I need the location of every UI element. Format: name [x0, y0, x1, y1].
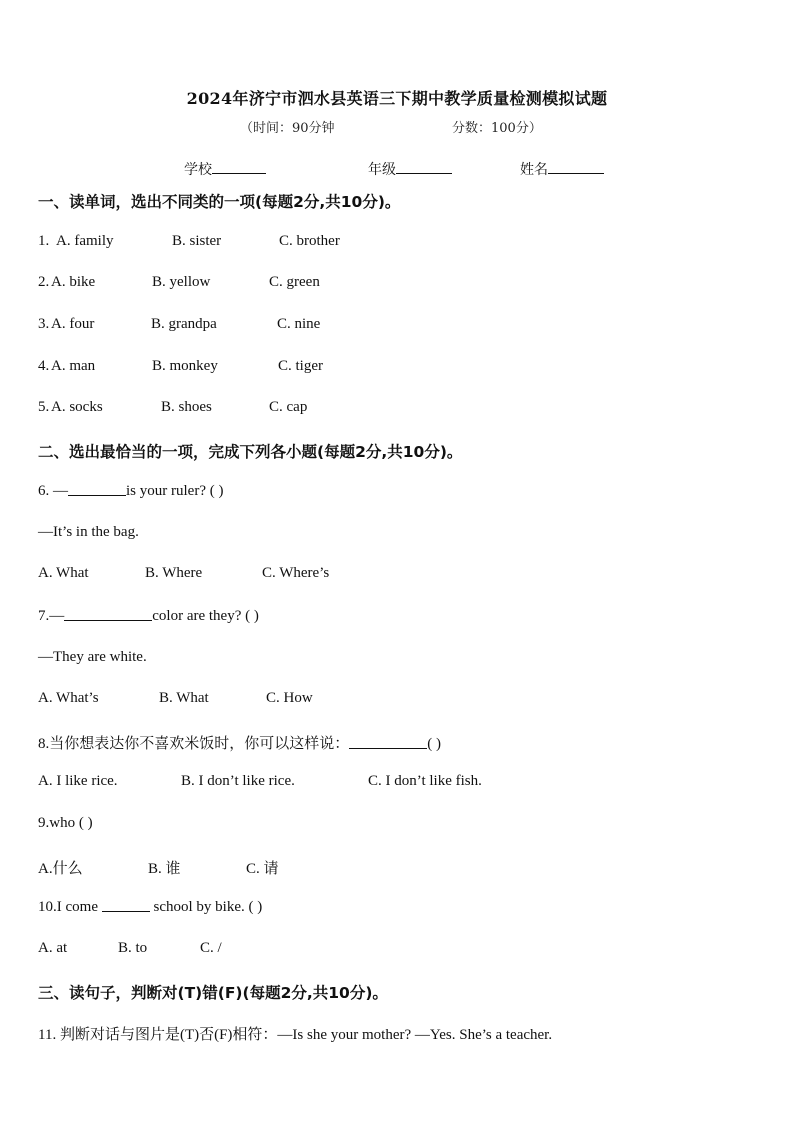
section-1-title: 一、读单词，选出不同类的一项(每题2分,共10分)。 — [38, 193, 401, 211]
exam-time: （时间：90分钟 — [240, 121, 335, 136]
grade-blank[interactable] — [396, 159, 452, 174]
q10-option-a[interactable]: A. at — [38, 940, 68, 956]
q3-option-b[interactable]: B. grandpa — [151, 316, 217, 332]
q5-number: 5. — [38, 399, 50, 415]
grade-label: 年级 — [368, 162, 396, 178]
question-8 — [38, 732, 441, 753]
q10-stem: school by bike. ( ) — [153, 899, 263, 915]
q9-option-b[interactable]: B. 谁 — [148, 861, 181, 877]
q7-answer-line: —They are white. — [38, 649, 147, 665]
q7-prefix: 7.— — [38, 608, 65, 624]
q7-option-a[interactable]: A. What’s — [38, 690, 99, 706]
q8-option-b[interactable]: B. I don’t like rice. — [181, 773, 295, 789]
q6-answer-line: —It’s in the bag. — [38, 524, 139, 540]
q4-option-b[interactable]: B. monkey — [152, 358, 218, 374]
question-11: 11. 判断对话与图片是(T)否(F)相符：—Is she your mother? —Yes. She’s a teacher. — [38, 1027, 553, 1043]
q10-blank[interactable] — [102, 898, 150, 912]
q8-stem: ( ) — [427, 736, 442, 752]
q5-option-c[interactable]: C. cap — [269, 399, 308, 415]
question-9: 9.who ( ) — [38, 815, 93, 831]
q10-option-b[interactable]: B. to — [118, 940, 148, 956]
name-blank[interactable] — [548, 159, 604, 174]
q2-option-a[interactable]: A. bike — [51, 274, 96, 290]
q6-option-c[interactable]: C. Where’s — [262, 565, 330, 581]
q7-blank[interactable] — [64, 607, 152, 621]
exam-score: 分数：100分） — [452, 121, 542, 136]
q3-option-a[interactable]: A. four — [51, 316, 95, 332]
question-10 — [38, 898, 262, 916]
q7-stem: color are they? ( ) — [152, 608, 259, 624]
q7-option-b[interactable]: B. What — [159, 690, 209, 706]
q5-option-b[interactable]: B. shoes — [161, 399, 212, 415]
q7-option-c[interactable]: C. How — [266, 690, 313, 706]
question-7 — [38, 607, 259, 625]
section-2-title: 二、选出最恰当的一项，完成下列各小题(每题2分,共10分)。 — [38, 443, 463, 461]
q10-prefix: 10.I come — [38, 899, 98, 915]
q6-option-a[interactable]: A. What — [38, 565, 89, 581]
q5-option-a[interactable]: A. socks — [51, 399, 103, 415]
q9-option-a[interactable]: A.什么 — [38, 861, 83, 877]
q6-prefix: 6. — — [38, 483, 68, 499]
q1-option-a[interactable]: A. family — [56, 233, 114, 249]
question-6 — [38, 482, 223, 500]
section-3-title: 三、读句子，判断对(T)错(F)(每题2分,共10分)。 — [38, 984, 388, 1002]
q8-option-c[interactable]: C. I don’t like fish. — [368, 773, 482, 789]
q8-option-a[interactable]: A. I like rice. — [38, 773, 118, 789]
name-field — [520, 159, 548, 179]
school-label: 学校 — [184, 162, 212, 178]
name-label: 姓名 — [520, 162, 548, 178]
q3-number: 3. — [38, 316, 50, 332]
q1-option-b[interactable]: B. sister — [172, 233, 222, 249]
q6-stem: is your ruler? ( ) — [126, 483, 224, 499]
q8-prefix: 8.当你想表达你不喜欢米饭时，你可以这样说： — [38, 736, 350, 752]
q2-option-c[interactable]: C. green — [269, 274, 320, 290]
q3-option-c[interactable]: C. nine — [277, 316, 321, 332]
q2-option-b[interactable]: B. yellow — [152, 274, 211, 290]
q8-blank[interactable] — [349, 735, 427, 749]
q4-option-c[interactable]: C. tiger — [278, 358, 323, 374]
exam-title: 2024年济宁市泗水县英语三下期中教学质量检测模拟试题 — [186, 89, 608, 108]
q1-option-c[interactable]: C. brother — [279, 233, 340, 249]
q6-option-b[interactable]: B. Where — [145, 565, 203, 581]
q9-option-c[interactable]: C. 请 — [246, 861, 279, 877]
q4-number: 4. — [38, 358, 50, 374]
grade-field — [368, 159, 396, 179]
q1-number: 1. — [38, 233, 50, 249]
q4-option-a[interactable]: A. man — [51, 358, 96, 374]
q2-number: 2. — [38, 274, 50, 290]
school-blank[interactable] — [212, 159, 266, 174]
school-field — [184, 159, 212, 179]
q10-option-c[interactable]: C. / — [200, 940, 222, 956]
q6-blank[interactable] — [68, 482, 126, 496]
